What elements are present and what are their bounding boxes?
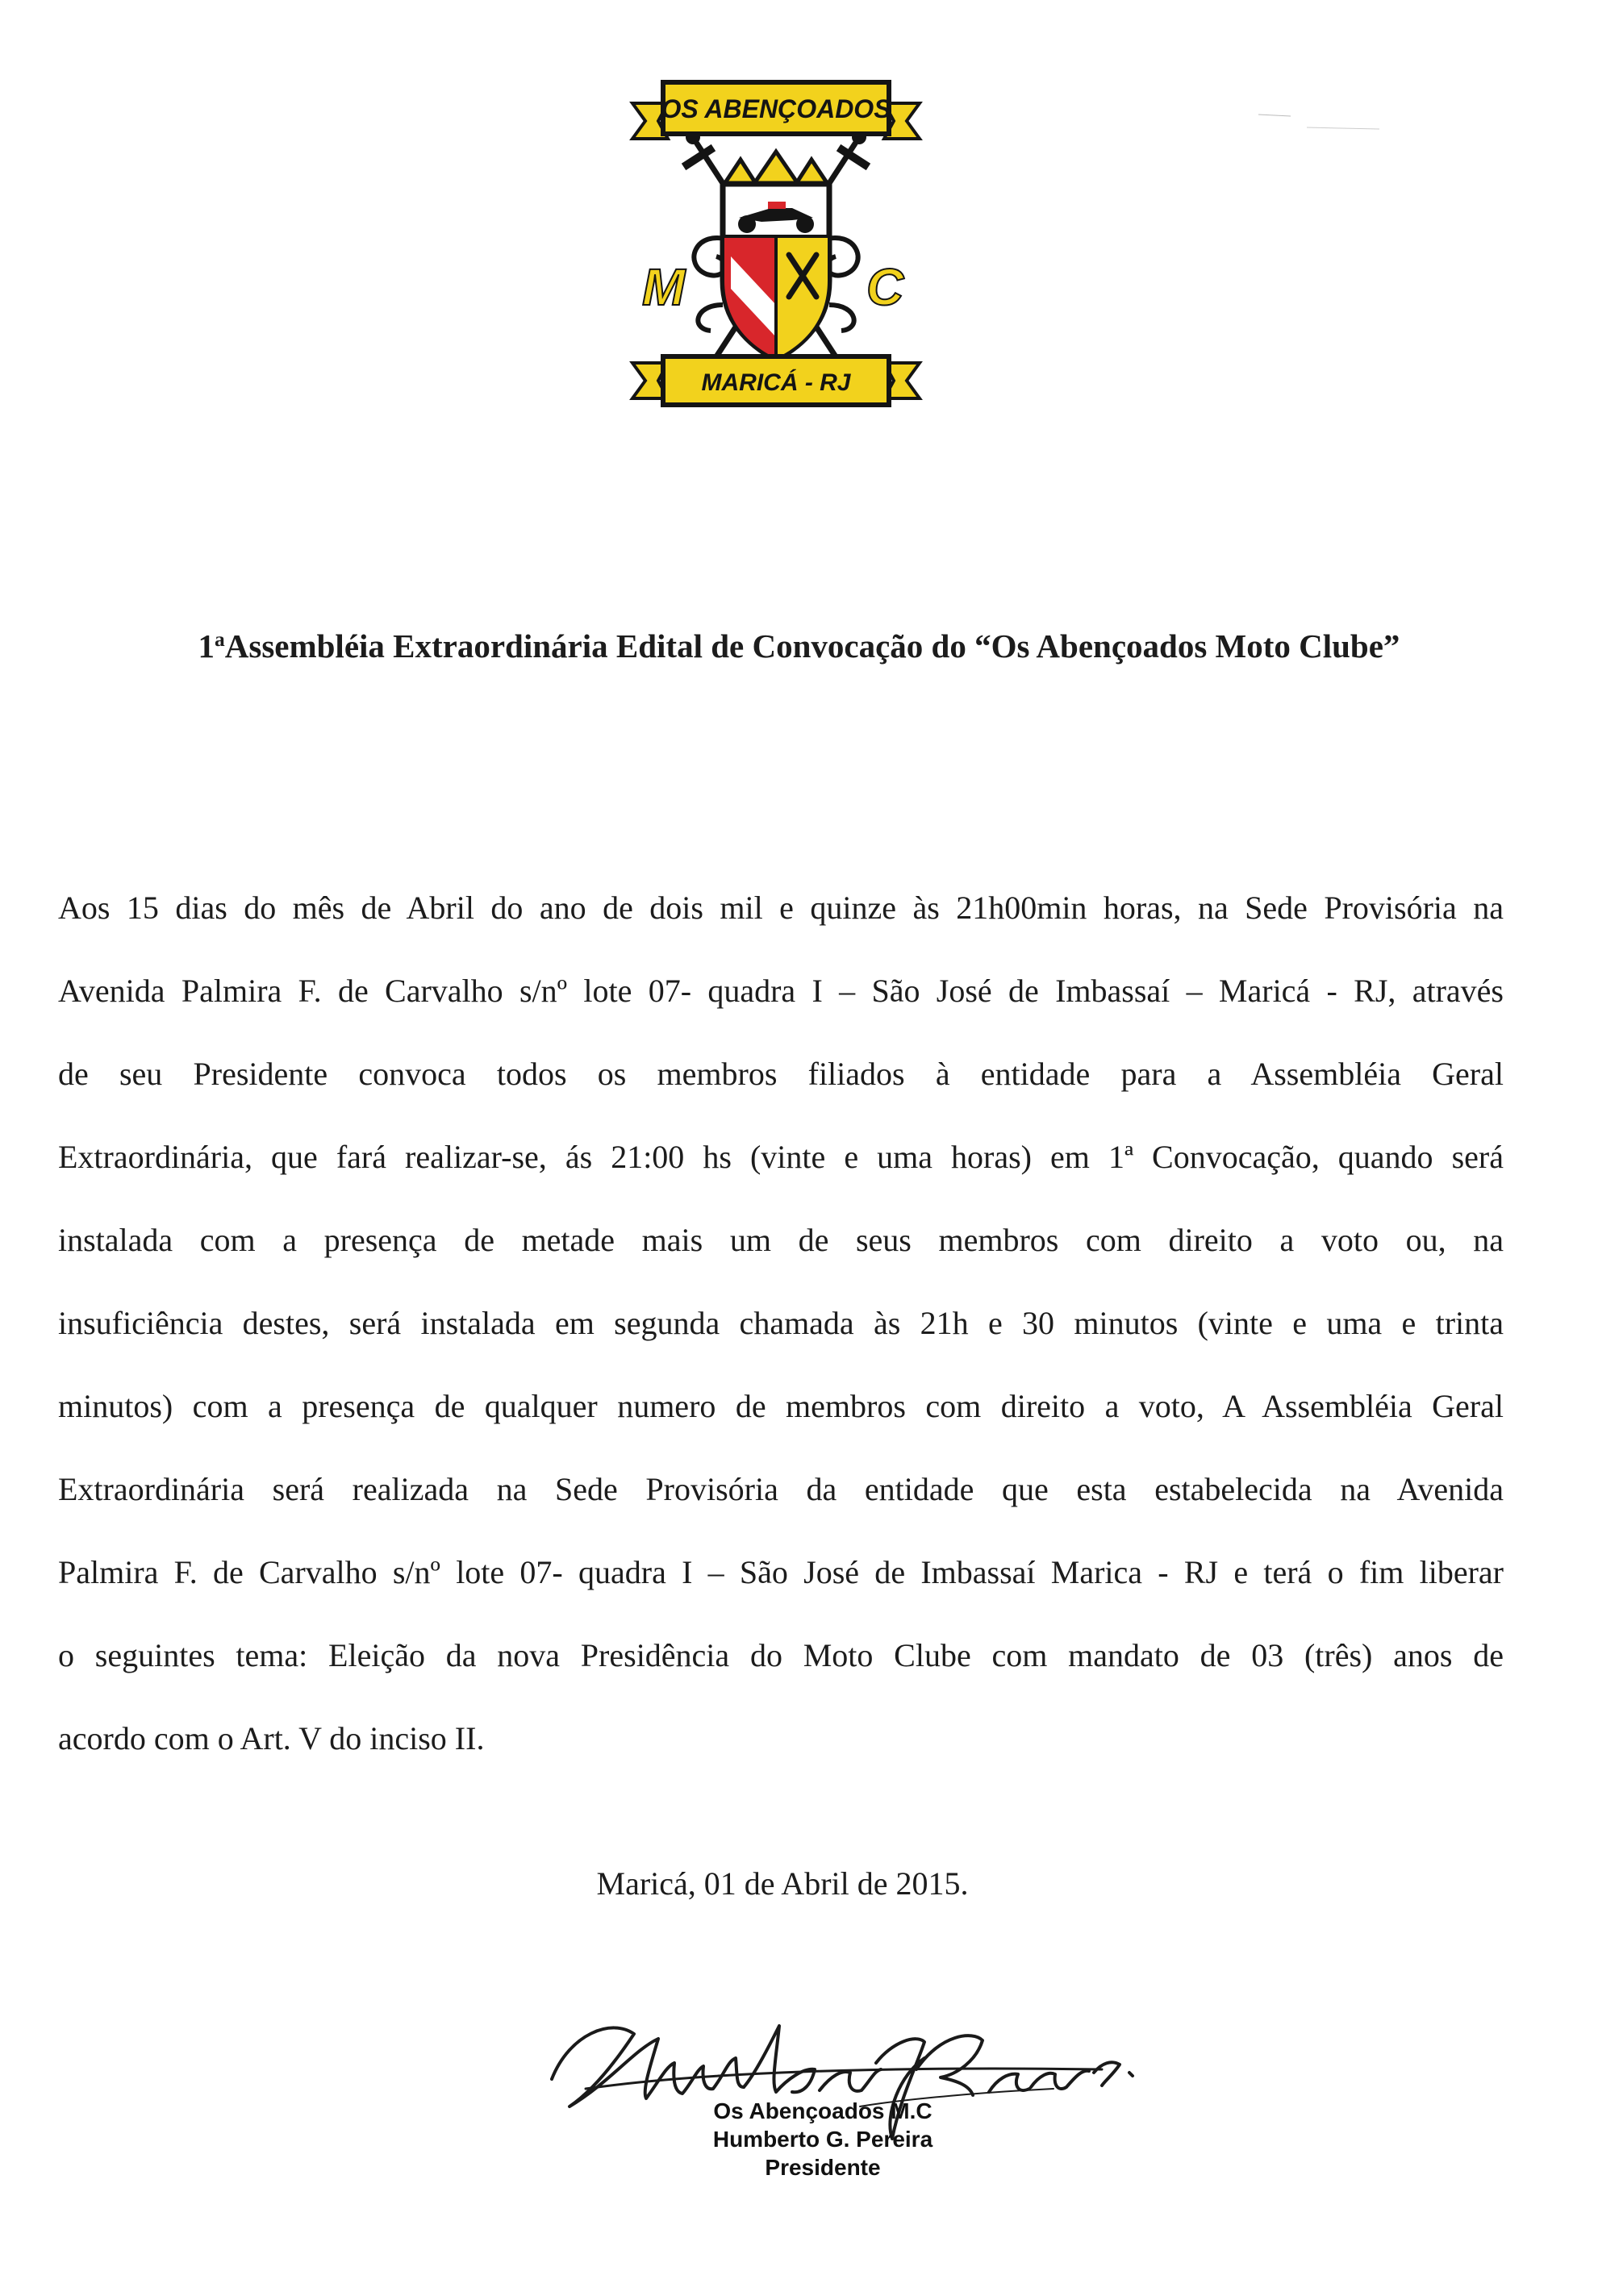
body-line: acordo com o Art. V do inciso II.	[58, 1720, 485, 1756]
shield-icon	[723, 184, 829, 360]
body-line: insuficiência destes, será instalada em segunda chamada às 21h e 30 minutos (vinte e uma e trinta	[58, 1305, 1504, 1341]
crown-icon	[724, 152, 828, 184]
title-text: Assembléia Extraordinária Edital de Convocação do “Os Abençoados Moto Clube”	[224, 627, 1400, 665]
body-line: Palmira F. de Carvalho s/nº lote 07- quadra I – São José de Imbassaí Marica - RJ e terá o fim liberar	[58, 1554, 1504, 1590]
document-body	[58, 866, 1504, 1780]
logo-banner-top-text: OS ABENÇOADOS	[661, 94, 891, 123]
title-number: 1	[198, 627, 215, 665]
logo-banner-bottom-text: MARICÁ - RJ	[701, 369, 851, 396]
body-line: Extraordinária será realizada na Sede Provisória da entidade que esta estabelecida na Avenida	[58, 1471, 1504, 1507]
body-line: Avenida Palmira F. de Carvalho s/nº lote 07- quadra I – São José de Imbassaí – Maricá - RJ, através	[58, 973, 1504, 1009]
body-line: Aos 15 dias do mês de Abril do ano de dois mil e quinze às 21h00min horas, na Sede Provisória na	[58, 890, 1504, 926]
scan-artifact	[1258, 105, 1387, 137]
body-line: instalada com a presença de metade mais um de seus membros com direito a voto ou, na	[58, 1222, 1504, 1258]
signer-organization: Os Abençoados M.C	[713, 2098, 933, 2123]
club-logo	[610, 63, 942, 422]
document-date: Maricá, 01 de Abril de 2015.	[596, 1865, 969, 1902]
signature-block	[670, 2097, 976, 2181]
signer-name: Humberto G. Pereira	[712, 2127, 933, 2152]
body-line: de seu Presidente convoca todos os membros filiados à entidade para a Assembléia Geral	[58, 1056, 1504, 1092]
signer-role: Presidente	[765, 2155, 881, 2180]
body-line: minutos) com a presença de qualquer numero de membros com direito a voto, A Assembléia Geral	[58, 1388, 1504, 1424]
logo-letter-m: M	[642, 258, 686, 316]
logo-letter-c: C	[866, 258, 904, 316]
document-title	[81, 619, 1517, 666]
title-ordinal: a	[215, 628, 225, 651]
body-line: o seguintes tema: Eleição da nova Presidência do Moto Clube com mandato de 03 (três) anos de	[58, 1637, 1504, 1673]
body-line: Extraordinária, que fará realizar-se, ás 21:00 hs (vinte e uma horas) em 1ª Convocação, quando será	[58, 1139, 1504, 1175]
